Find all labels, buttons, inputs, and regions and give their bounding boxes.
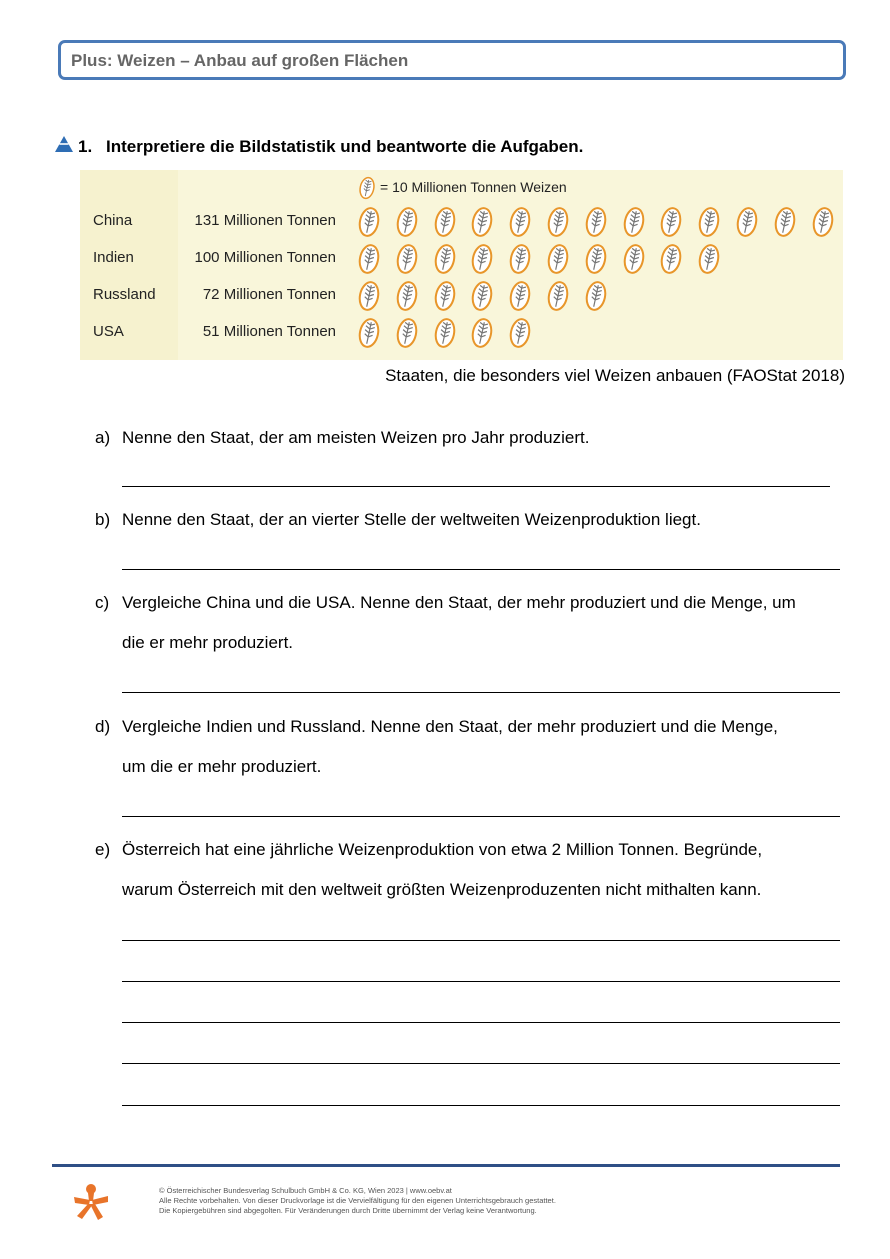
- question-letter: b): [95, 510, 111, 529]
- wheat-icon: [547, 280, 569, 312]
- answer-line[interactable]: [122, 569, 840, 570]
- difficulty-triangle-icon: [54, 135, 74, 153]
- wheat-icon: [509, 206, 531, 238]
- pictogram-chart: [80, 170, 843, 360]
- wheat-icon: [736, 206, 758, 238]
- publisher-logo-icon: [72, 1183, 110, 1221]
- legend-text: = 10 Millionen Tonnen Weizen: [380, 179, 567, 195]
- question-text: Vergleiche Indien und Russland. Nenne den Staat, der mehr produziert und die Menge,: [122, 717, 778, 736]
- page-title: Plus: Weizen – Anbau auf großen Flächen: [71, 51, 409, 70]
- wheat-icon: [396, 280, 418, 312]
- answer-line[interactable]: [122, 981, 840, 982]
- question-letter: e): [95, 840, 111, 859]
- wheat-icon: [358, 317, 380, 349]
- question-text-continued: um die er mehr produziert.: [122, 757, 322, 776]
- task-number: 1.: [78, 137, 93, 156]
- answer-line[interactable]: [122, 1105, 840, 1106]
- question-text-continued: warum Österreich mit den weltweit größten Weizenproduzenten nicht mithalten kann.: [122, 880, 762, 899]
- wheat-icon: [660, 243, 682, 275]
- answer-line[interactable]: [122, 1022, 840, 1023]
- question-text-continued: die er mehr produziert.: [122, 633, 294, 652]
- copyright-notice: [159, 1186, 556, 1216]
- wheat-icon: [358, 243, 380, 275]
- question-text: Nenne den Staat, der am meisten Weizen pro Jahr produziert.: [122, 428, 590, 447]
- question-letter: a): [95, 428, 111, 447]
- legend-wheat-icon: [358, 176, 376, 200]
- chart-row-russland: [80, 280, 843, 310]
- amount-label: 131 Millionen Tonnen: [194, 212, 336, 229]
- chart-row-indien: [80, 243, 843, 273]
- amount-label: 51 Millionen Tonnen: [202, 323, 336, 340]
- question-text: Nenne den Staat, der an vierter Stelle der weltweiten Weizenproduktion liegt.: [122, 510, 701, 529]
- title-box: [58, 40, 846, 80]
- wheat-icon: [471, 243, 493, 275]
- country-label: USA: [93, 323, 124, 340]
- wheat-icon: [623, 243, 645, 275]
- question-text: Österreich hat eine jährliche Weizenproduktion von etwa 2 Million Tonnen. Begründe,: [122, 840, 763, 859]
- answer-line[interactable]: [122, 940, 840, 941]
- wheat-icon: [358, 280, 380, 312]
- wheat-icon: [547, 243, 569, 275]
- amount-label: 72 Millionen Tonnen: [202, 286, 336, 303]
- answer-line[interactable]: [122, 692, 840, 693]
- copyright-line: Die Kopiergebühren sind abgegolten. Für Veränderungen durch Dritte übernimmt der Verlag keine Verantwortung.: [159, 1206, 537, 1215]
- wheat-icon: [774, 206, 796, 238]
- wheat-icon: [812, 206, 834, 238]
- question-text: Vergleiche China und die USA. Nenne den Staat, der mehr produziert und die Menge, um: [122, 593, 796, 612]
- wheat-icon: [396, 243, 418, 275]
- wheat-icon: [434, 280, 456, 312]
- wheat-icon: [471, 280, 493, 312]
- wheat-icon: [547, 206, 569, 238]
- wheat-icon: [698, 206, 720, 238]
- answer-line[interactable]: [122, 486, 830, 487]
- footer-rule: [52, 1164, 840, 1167]
- wheat-icon: [509, 317, 531, 349]
- wheat-icon: [434, 317, 456, 349]
- wheat-icon: [471, 317, 493, 349]
- wheat-icon: [471, 206, 493, 238]
- task-instruction: Interpretiere die Bildstatistik und beantworte die Aufgaben.: [106, 137, 584, 156]
- wheat-icon: [358, 206, 380, 238]
- wheat-icon: [585, 206, 607, 238]
- wheat-icon: [509, 243, 531, 275]
- answer-line[interactable]: [122, 816, 840, 817]
- wheat-icon: [396, 206, 418, 238]
- question-letter: c): [95, 593, 110, 612]
- country-label: Russland: [93, 286, 156, 303]
- wheat-icon: [509, 280, 531, 312]
- chart-row-usa: [80, 317, 843, 347]
- country-label: China: [93, 212, 133, 229]
- wheat-icon: [434, 243, 456, 275]
- wheat-icon: [585, 280, 607, 312]
- chart-caption: Staaten, die besonders viel Weizen anbauen (FAOStat 2018): [385, 366, 845, 385]
- copyright-line: Alle Rechte vorbehalten. Von dieser Druckvorlage ist die Vervielfältigung für den eigenen Unterrichtsgebrauch gestattet.: [159, 1196, 556, 1205]
- wheat-icon: [698, 243, 720, 275]
- country-label: Indien: [93, 249, 134, 266]
- amount-label: 100 Millionen Tonnen: [194, 249, 336, 266]
- wheat-icon: [660, 206, 682, 238]
- answer-line[interactable]: [122, 1063, 840, 1064]
- question-letter: d): [95, 717, 111, 736]
- wheat-icon: [585, 243, 607, 275]
- copyright-line: © Österreichischer Bundesverlag Schulbuch GmbH & Co. KG, Wien 2023 | www.oebv.at: [159, 1186, 452, 1195]
- chart-row-china: [80, 206, 843, 236]
- wheat-icon: [434, 206, 456, 238]
- wheat-icon: [623, 206, 645, 238]
- wheat-icon: [396, 317, 418, 349]
